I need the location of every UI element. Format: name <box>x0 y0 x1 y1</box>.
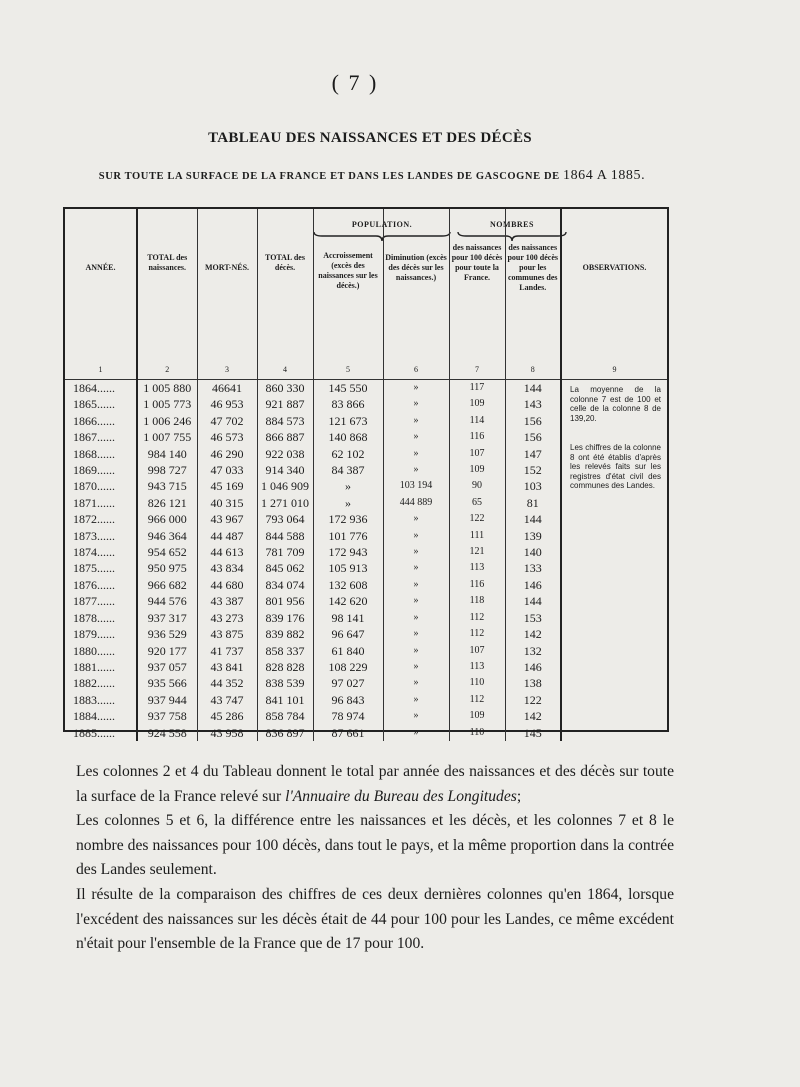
cell-pct-landes: 147 <box>505 446 561 462</box>
cell-pct-landes: 144 <box>505 380 561 397</box>
cell-mort-nes: 45 169 <box>197 478 257 494</box>
colnum-1: 1 <box>98 365 103 374</box>
cell-total-deces: 839 176 <box>257 610 313 626</box>
cell-diminution: » <box>383 659 449 675</box>
header-row <box>65 209 667 365</box>
cell-accroissement: 172 936 <box>313 511 383 527</box>
cell-annee: 1882...... <box>73 676 115 691</box>
cell-pct-landes: 133 <box>505 560 561 576</box>
cell-mort-nes: 45 286 <box>197 708 257 724</box>
cell-annee: 1883...... <box>73 692 115 707</box>
table-row <box>65 380 667 397</box>
header-total-deces: TOTAL des décès. <box>257 209 313 365</box>
cell-mort-nes: 43 958 <box>197 725 257 741</box>
cell-accroissement: 62 102 <box>313 446 383 462</box>
cell-accroissement: 140 868 <box>313 429 383 445</box>
cell-accroissement: 101 776 <box>313 528 383 544</box>
page-number: ( 7 ) <box>331 70 379 95</box>
table-title: TABLEAU DES NAISSANCES ET DES DÉCÈS <box>208 130 532 146</box>
cell-annee: 1871...... <box>73 495 115 510</box>
header-total-naissances: TOTAL des naissances. <box>137 209 197 365</box>
cell-total-deces: 858 784 <box>257 708 313 724</box>
cell-annee: 1868...... <box>73 446 115 461</box>
cell-pct-landes: 81 <box>505 495 561 511</box>
cell-pct-landes: 156 <box>505 429 561 445</box>
cell-mort-nes: 46 573 <box>197 429 257 445</box>
paragraph-1-text: Les colonnes 2 et 4 du Tableau donnent le total par année des naissances et des décès sur toute la surface de la France relevé sur <box>76 763 674 805</box>
cell-pct-landes: 144 <box>505 593 561 609</box>
cell-total-deces: 781 709 <box>257 544 313 560</box>
cell-pct-france: 112 <box>449 610 505 626</box>
cell-diminution: » <box>383 610 449 626</box>
cell-diminution: » <box>383 725 449 741</box>
colnum-4: 4 <box>257 365 313 380</box>
cell-pct-france: 114 <box>449 413 505 429</box>
cell-pct-landes: 142 <box>505 626 561 642</box>
cell-diminution: » <box>383 413 449 429</box>
cell-pct-landes: 143 <box>505 396 561 412</box>
cell-diminution: » <box>383 708 449 724</box>
colnum-2: 2 <box>137 365 197 380</box>
header-accroissement: Accroissement (excès des naissances sur les décès.) <box>313 209 383 365</box>
cell-mort-nes: 44 487 <box>197 528 257 544</box>
cell-annee: 1879...... <box>73 627 115 642</box>
cell-mort-nes: 46 953 <box>197 396 257 412</box>
cell-mort-nes: 47 033 <box>197 462 257 478</box>
cell-pct-landes: 142 <box>505 708 561 724</box>
cell-annee: 1872...... <box>73 512 115 527</box>
cell-pct-france: 109 <box>449 462 505 478</box>
cell-mort-nes: 44 613 <box>197 544 257 560</box>
cell-total-naissances: 966 682 <box>137 577 197 593</box>
cell-pct-landes: 139 <box>505 528 561 544</box>
cell-total-deces: 866 887 <box>257 429 313 445</box>
cell-diminution: » <box>383 462 449 478</box>
cell-annee: 1864...... <box>65 380 137 397</box>
cell-accroissement: 84 387 <box>313 462 383 478</box>
population-group-header: POPULATION. <box>351 220 413 229</box>
cell-diminution: » <box>383 593 449 609</box>
cell-pct-france: 65 <box>449 495 505 511</box>
cell-accroissement: » <box>313 478 383 494</box>
cell-total-deces: 844 588 <box>257 528 313 544</box>
cell-pct-france: 113 <box>449 659 505 675</box>
cell-total-naissances: 937 317 <box>137 610 197 626</box>
cell-accroissement: 145 550 <box>313 380 383 397</box>
cell-diminution: 103 194 <box>383 478 449 494</box>
cell-total-naissances: 984 140 <box>137 446 197 462</box>
cell-total-deces: 914 340 <box>257 462 313 478</box>
cell-diminution: » <box>383 626 449 642</box>
cell-pct-france: 116 <box>449 429 505 445</box>
cell-pct-landes: 153 <box>505 610 561 626</box>
cell-pct-france: 110 <box>449 725 505 741</box>
cell-pct-france: 107 <box>449 643 505 659</box>
cell-diminution: » <box>383 511 449 527</box>
cell-total-deces: 801 956 <box>257 593 313 609</box>
cell-pct-landes: 103 <box>505 478 561 494</box>
colnum-3: 3 <box>197 365 257 380</box>
cell-total-naissances: 826 121 <box>137 495 197 511</box>
cell-mort-nes: 43 834 <box>197 560 257 576</box>
births-deaths-table <box>65 209 667 741</box>
cell-pct-landes: 146 <box>505 659 561 675</box>
cell-pct-france: 112 <box>449 692 505 708</box>
cell-mort-nes: 43 875 <box>197 626 257 642</box>
cell-mort-nes: 44 352 <box>197 675 257 691</box>
cell-total-naissances: 966 000 <box>137 511 197 527</box>
cell-total-deces: 836 897 <box>257 725 313 741</box>
colnum-6: 6 <box>383 365 449 380</box>
header-annee: ANNÉE. <box>85 263 116 272</box>
cell-pct-france: 116 <box>449 577 505 593</box>
paragraph-1-italic: l'Annuaire du Bureau des Longitudes <box>285 787 517 805</box>
cell-diminution: » <box>383 446 449 462</box>
cell-pct-landes: 156 <box>505 413 561 429</box>
cell-pct-france: 113 <box>449 560 505 576</box>
nombres-group-header: NOMBRES <box>490 220 534 229</box>
cell-accroissement: 132 608 <box>313 577 383 593</box>
cell-mort-nes: 43 841 <box>197 659 257 675</box>
header-diminution: Diminution (excès des décès sur les naissances.) <box>383 209 449 365</box>
cell-pct-landes: 140 <box>505 544 561 560</box>
cell-annee: 1876...... <box>73 577 115 592</box>
body-text <box>76 760 674 957</box>
cell-annee: 1873...... <box>73 528 115 543</box>
cell-diminution: » <box>383 528 449 544</box>
cell-total-naissances: 920 177 <box>137 643 197 659</box>
cell-total-naissances: 950 975 <box>137 560 197 576</box>
cell-total-deces: 838 539 <box>257 675 313 691</box>
cell-accroissement: 98 141 <box>313 610 383 626</box>
cell-pct-france: 110 <box>449 675 505 691</box>
cell-diminution: » <box>383 396 449 412</box>
cell-total-naissances: 937 944 <box>137 692 197 708</box>
header-observations: OBSERVATIONS. <box>561 209 667 365</box>
cell-total-naissances: 924 558 <box>137 725 197 741</box>
colnum-9: 9 <box>561 365 667 380</box>
cell-mort-nes: 43 747 <box>197 692 257 708</box>
cell-pct-france: 109 <box>449 708 505 724</box>
cell-mort-nes: 43 387 <box>197 593 257 609</box>
cell-total-naissances: 1 006 246 <box>137 413 197 429</box>
cell-annee: 1866...... <box>73 413 115 428</box>
cell-total-deces: 1 046 909 <box>257 478 313 494</box>
cell-total-deces: 1 271 010 <box>257 495 313 511</box>
cell-total-naissances: 937 758 <box>137 708 197 724</box>
header-mort-nes: MORT-NÉS. <box>197 209 257 365</box>
cell-mort-nes: 43 273 <box>197 610 257 626</box>
paragraph-2: Les colonnes 5 et 6, la différence entre les naissances et les décès, et les colonnes 7 et 8 le nombre des naissances pour 100 décès, dans tout le pays, et la même proportion dans la contrée des Landes seulement. <box>76 812 674 879</box>
cell-total-deces: 858 337 <box>257 643 313 659</box>
cell-diminution: » <box>383 429 449 445</box>
cell-total-naissances: 937 057 <box>137 659 197 675</box>
cell-accroissement: 108 229 <box>313 659 383 675</box>
cell-diminution: » <box>383 675 449 691</box>
cell-accroissement: 96 647 <box>313 626 383 642</box>
cell-pct-france: 111 <box>449 528 505 544</box>
cell-annee: 1878...... <box>73 610 115 625</box>
observations-cell <box>561 380 667 741</box>
cell-total-naissances: 935 566 <box>137 675 197 691</box>
cell-total-naissances: 936 529 <box>137 626 197 642</box>
cell-total-deces: 841 101 <box>257 692 313 708</box>
cell-pct-landes: 138 <box>505 675 561 691</box>
cell-accroissement: 78 974 <box>313 708 383 724</box>
column-number-row <box>65 365 667 380</box>
cell-mort-nes: 43 967 <box>197 511 257 527</box>
subtitle-years: 1864 A 1885. <box>562 168 646 183</box>
cell-pct-landes: 152 <box>505 462 561 478</box>
cell-pct-france: 118 <box>449 593 505 609</box>
cell-total-naissances: 946 364 <box>137 528 197 544</box>
cell-diminution: » <box>383 692 449 708</box>
cell-annee: 1867...... <box>73 430 115 445</box>
cell-annee: 1881...... <box>73 659 115 674</box>
cell-mort-nes: 44 680 <box>197 577 257 593</box>
cell-total-naissances: 1 005 773 <box>137 396 197 412</box>
cell-annee: 1870...... <box>73 479 115 494</box>
paragraph-1 <box>76 760 674 809</box>
cell-pct-landes: 145 <box>505 725 561 741</box>
cell-accroissement: 96 843 <box>313 692 383 708</box>
cell-accroissement: » <box>313 495 383 511</box>
cell-annee: 1875...... <box>73 561 115 576</box>
cell-accroissement: 105 913 <box>313 560 383 576</box>
cell-diminution: » <box>383 643 449 659</box>
cell-accroissement: 61 840 <box>313 643 383 659</box>
cell-annee: 1884...... <box>73 709 115 724</box>
cell-annee: 1874...... <box>73 545 115 560</box>
cell-total-deces: 839 882 <box>257 626 313 642</box>
cell-total-deces: 845 062 <box>257 560 313 576</box>
cell-total-deces: 884 573 <box>257 413 313 429</box>
cell-total-deces: 793 064 <box>257 511 313 527</box>
cell-total-naissances: 1 005 880 <box>137 380 197 397</box>
cell-diminution: » <box>383 577 449 593</box>
cell-annee: 1865...... <box>73 397 115 412</box>
colnum-7: 7 <box>449 365 505 380</box>
header-naissances-france: des naissances pour 100 décès pour toute la France. <box>449 209 505 365</box>
cell-pct-france: 122 <box>449 511 505 527</box>
cell-annee: 1880...... <box>73 643 115 658</box>
cell-annee: 1877...... <box>73 594 115 609</box>
cell-diminution: » <box>383 544 449 560</box>
cell-mort-nes: 41 737 <box>197 643 257 659</box>
cell-total-naissances: 943 715 <box>137 478 197 494</box>
colnum-5: 5 <box>313 365 383 380</box>
paragraph-1-end: ; <box>516 787 522 805</box>
cell-total-deces: 834 074 <box>257 577 313 593</box>
cell-accroissement: 142 620 <box>313 593 383 609</box>
cell-annee: 1869...... <box>73 463 115 478</box>
cell-total-naissances: 954 652 <box>137 544 197 560</box>
cell-diminution: » <box>383 560 449 576</box>
cell-accroissement: 87 661 <box>313 725 383 741</box>
cell-mort-nes: 47 702 <box>197 413 257 429</box>
cell-total-deces: 828 828 <box>257 659 313 675</box>
cell-pct-france: 109 <box>449 396 505 412</box>
cell-total-deces: 860 330 <box>257 380 313 397</box>
cell-mort-nes: 46641 <box>197 380 257 397</box>
table-body <box>65 380 667 741</box>
table-subtitle <box>62 168 682 184</box>
cell-pct-france: 121 <box>449 544 505 560</box>
cell-mort-nes: 40 315 <box>197 495 257 511</box>
cell-total-naissances: 998 727 <box>137 462 197 478</box>
cell-pct-landes: 132 <box>505 643 561 659</box>
cell-pct-landes: 146 <box>505 577 561 593</box>
cell-accroissement: 172 943 <box>313 544 383 560</box>
cell-pct-france: 117 <box>449 380 505 397</box>
cell-total-deces: 921 887 <box>257 396 313 412</box>
subtitle-main: SUR TOUTE LA SURFACE DE LA FRANCE ET DANS LES LANDES DE GASCOGNE DE <box>98 171 560 182</box>
header-naissances-landes: des naissances pour 100 décès pour les communes des Landes. <box>505 209 561 365</box>
cell-pct-france: 107 <box>449 446 505 462</box>
cell-diminution: » <box>383 380 449 397</box>
cell-pct-france: 90 <box>449 478 505 494</box>
cell-annee: 1885...... <box>73 725 115 740</box>
colnum-8: 8 <box>505 365 561 380</box>
cell-accroissement: 121 673 <box>313 413 383 429</box>
cell-pct-landes: 122 <box>505 692 561 708</box>
observation-note-1: La moyenne de la colonne 7 est de 100 et celle de la colonne 8 de 139,20. <box>570 385 661 423</box>
cell-diminution: 444 889 <box>383 495 449 511</box>
cell-pct-landes: 144 <box>505 511 561 527</box>
observation-note-2: Les chiffres de la colonne 8 ont été établis d'après les relevés faits sur les registres d'état civil des communes des Landes. <box>570 443 661 490</box>
cell-accroissement: 97 027 <box>313 675 383 691</box>
paragraph-3: Il résulte de la comparaison des chiffres de ces deux dernières colonnes qu'en 1864, lorsque l'excédent des naissances sur les décès était de 44 pour 100 pour les Landes, ce même excédent n'était pour l'ensemble de la France que de 17 pour 100. <box>76 885 674 953</box>
cell-total-naissances: 944 576 <box>137 593 197 609</box>
cell-total-naissances: 1 007 755 <box>137 429 197 445</box>
cell-accroissement: 83 866 <box>313 396 383 412</box>
cell-total-deces: 922 038 <box>257 446 313 462</box>
cell-mort-nes: 46 290 <box>197 446 257 462</box>
cell-pct-france: 112 <box>449 626 505 642</box>
